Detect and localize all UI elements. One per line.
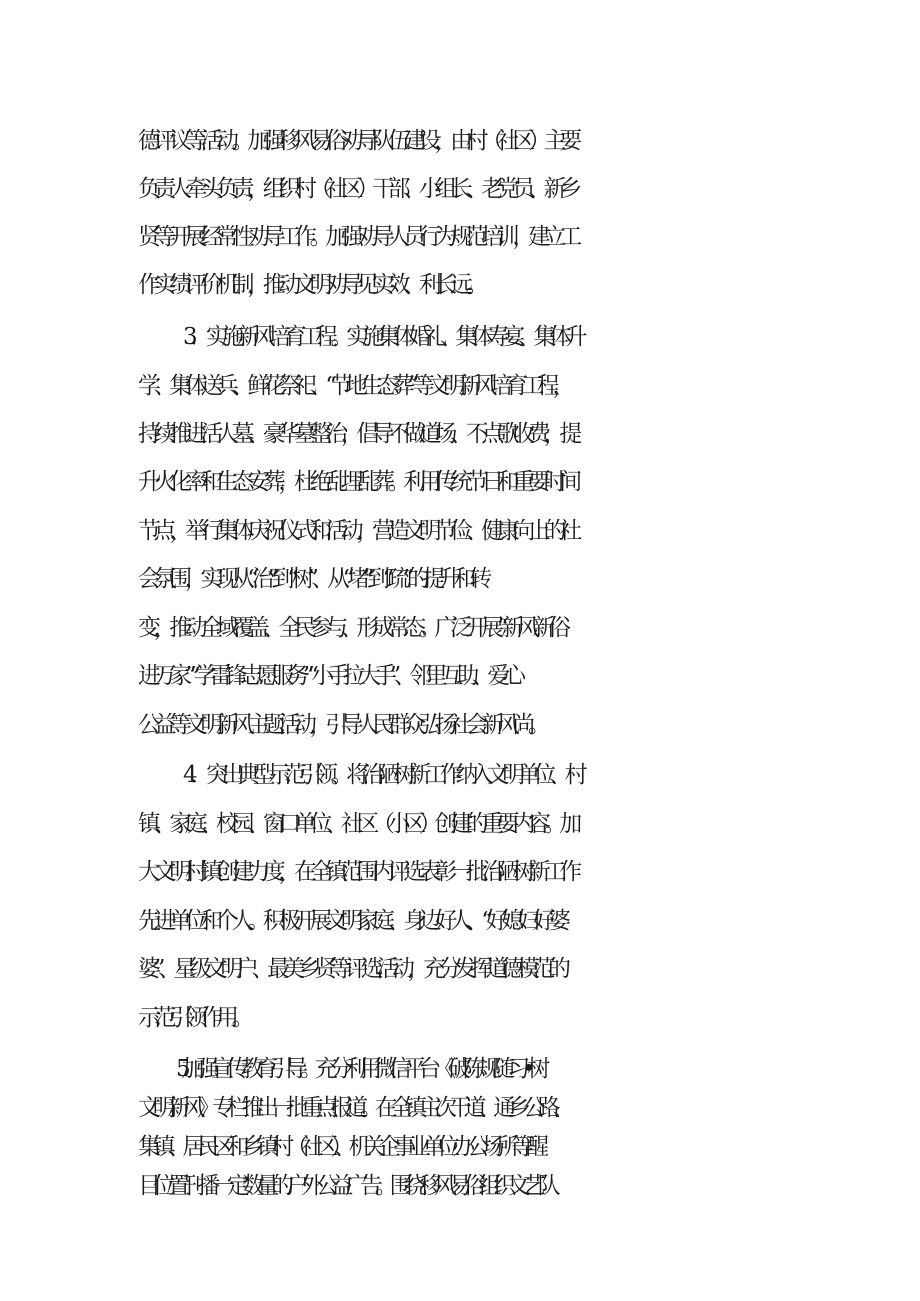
text-line: 节点，举行集体庆祝仪式和活动，营造文明节俭、健康向上的社 xyxy=(138,518,575,544)
text-line: 德评议等活动。加强移风易俗劝导队伍建设，由村（社区）主要 xyxy=(138,128,575,154)
text-line: 进万家”“学雷锋志愿服务”“小手拉大手”、邻里互助、爱心 xyxy=(138,663,519,689)
text-line: 负责人牵头负责，组织村（社区）干部、小组长、老党员、新乡 xyxy=(138,176,575,202)
text-line: 婆”、星级文明户、最美乡贤等评选活动，充分发挥道德模范的 xyxy=(138,956,564,982)
text-line: 升火化率和生态安葬，杜绝乱埋乱葬。利用传统节日和重要时间 xyxy=(138,469,575,495)
text-line: 镇、家庭、校园、窗口单位、社区（小区）创建的重要内容。加 xyxy=(138,811,575,837)
text-line: 示范引领作用。 xyxy=(138,1005,248,1031)
text-line: 公益等文明新风主题活动，引导人民群众弘扬社会新风尚。 xyxy=(138,712,544,738)
text-line: 变，推动全域覆盖、全民参与、形成常态。广泛开展“新风新俗 xyxy=(138,615,564,641)
text-line: 4．突出典型示范引领。将治陋树新工作纳入文明单位、村 xyxy=(183,762,581,788)
text-line: 先进单位和个人。积极开展文明家庭、身边好人、“好媳妇好婆 xyxy=(138,908,564,934)
text-line: 目位置刊播一定数量的户外公益广告。围绕移风易俗组织文艺队 xyxy=(138,1173,553,1199)
text-line: 文明新风》专栏推出一批重点报道。在全镇主次干道、通乡公路、 xyxy=(138,1095,568,1121)
text-line: 集镇、居民区和乡镇村（社区）、机关企事业单位办公场所等醒 xyxy=(138,1134,541,1160)
text-line: 持续推进活人墓、豪华墓整治，倡导不做道场、不点歌收费，提 xyxy=(138,421,575,447)
text-line: 会氛围，实现从“治”到“树”、从“堵”到“疏”的提升和转 xyxy=(138,566,485,592)
text-line: 5.加强宣传教育引导。充分利用微信平台《破陈规随习•树 xyxy=(176,1056,543,1082)
text-line: 大文明村镇创建力度，在全镇范围内评选表彰一批治陋树新工作 xyxy=(138,859,575,885)
text-line: 学、集体送兵、鲜花祭祀、“节地生态葬”等文明新风培育工程， xyxy=(138,373,568,399)
text-line: 贤等开展经常性劝导工作。加强劝导人员行为规范培训，建立工 xyxy=(138,224,575,250)
text-line: 作实绩评价机制，推动文明劝导见实效、利长远。 xyxy=(138,272,482,298)
text-line: 3．实施新风培育工程。实施集体婚礼、集体寿宴、集体升 xyxy=(183,324,581,350)
